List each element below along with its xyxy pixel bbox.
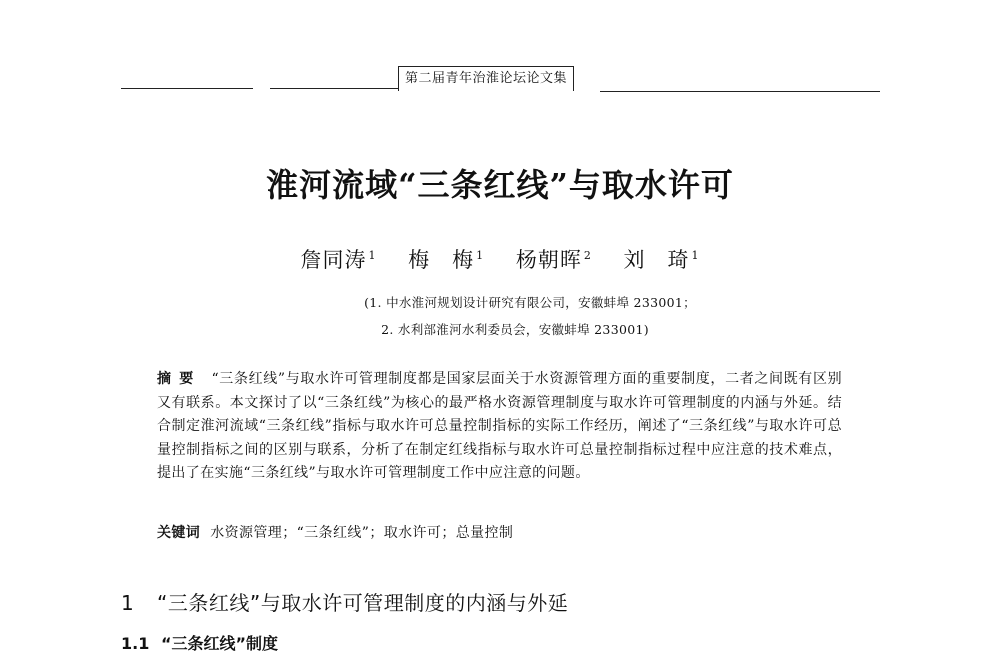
author: 杨朝晖 $^2$	[515, 248, 592, 272]
subsection-heading	[121, 631, 278, 654]
subsection-number: 1.1	[121, 634, 150, 653]
abstract	[157, 368, 842, 486]
header-rule-right	[600, 91, 880, 92]
author: 梅 梅 $^1$	[408, 248, 485, 272]
header-rule-left	[121, 88, 253, 89]
affiliation-2: 2. 水利部淮河水利委员会，安徽蚌埠 233001)	[381, 322, 649, 337]
section-number: 1	[121, 591, 135, 615]
abstract-text: “三条红线”与取水许可管理制度都是国家层面关于水资源管理方面的重要制度，二者之间既有区别又有联系。本文探讨了以“三条红线”为核心的最严格水资源管理制度与取水许可管理制度的内涵与外延。结合制定淮河流域“三条红线”指标与取水许可总量控制指标的实际工作经历，阐述了“三条红线”与取水许可总量控制指标之间的区别与联系，分析了在制定红线指标与取水许可总量控制指标过程中应注意的技术难点，提出了在实施“三条红线”与取水许可管理制度工作中应注意的问题。	[157, 371, 842, 481]
subsection-title: “三条红线”制度	[161, 634, 279, 653]
affiliation-1: (1. 中水淮河规划设计研究有限公司，安徽蚌埠 233001；	[364, 295, 696, 310]
paper-title: 淮河流域“三条红线”与取水许可	[266, 166, 734, 204]
author: 詹同涛 $^1$	[300, 248, 377, 272]
keywords-label: 关键词	[157, 525, 201, 541]
author-list	[0, 244, 1000, 274]
section-heading	[121, 587, 568, 616]
running-head: 第二届青年治淮论坛论文集	[398, 66, 574, 91]
section-title: “三条红线”与取水许可管理制度的内涵与外延	[157, 591, 569, 615]
header-rule-middle	[270, 88, 398, 89]
keywords	[157, 522, 842, 542]
abstract-label: 摘要	[157, 371, 202, 387]
keywords-text: 水资源管理；“三条红线”；取水许可；总量控制	[210, 525, 514, 541]
author: 刘 琦 $^1$	[623, 248, 700, 272]
